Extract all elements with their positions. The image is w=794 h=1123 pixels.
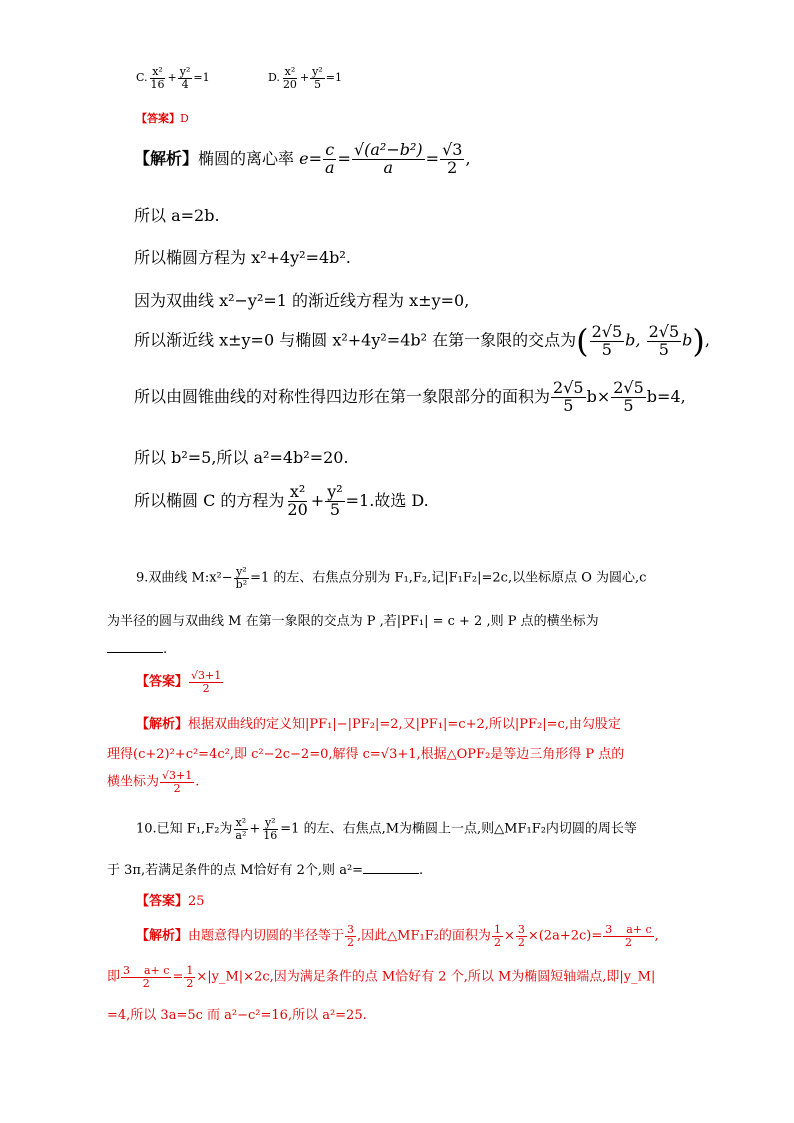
q10-answer: 【答案】25	[136, 894, 205, 909]
q8-solution-line-7: 所以 b²=5,所以 a²=4b²=20.	[134, 448, 349, 467]
q9-stem-line-1: 9.双曲线 M:x²− $\frac{\text{y²}}{\text{b²}}$ =1 的左、右焦点分别为 F₁,F₂,记|F₁F₂|=2c,以坐标原点 O 为圆心,c	[136, 565, 647, 591]
q10-answer-blank	[363, 861, 419, 874]
q9-stem-line-2: 为半径的圆与双曲线 M 在第一象限的交点为 P ,若|PF₁| = c + 2 ,则 P 点的横坐标为	[107, 614, 599, 629]
q9-solution-line-3: 横坐标为 $\frac{√3+1}{2}$ .	[107, 769, 200, 795]
option-c: C. $\frac{\text{x²}}{16}$ + $\frac{\text{y²}}{4}$ =1	[136, 65, 210, 91]
q9-answer-blank	[107, 640, 163, 653]
q8-solution-line-3: 所以椭圆方程为 x²+4y²=4b².	[134, 248, 351, 267]
q8-solution-line-8: 所以椭圆 C 的方程为 $\frac{\text{x²}}{20}$ + $\frac{\text{y²}}{5}$ =1.故选 D.	[134, 482, 429, 519]
q8-answer: 【答案】D	[136, 112, 189, 125]
q8-solution-line-1: 【解析】椭圆的离心率 e= $\frac{c}{a}$ = $\frac{\text{√(a²−b²)}}{a}$ = $\frac{√3}{2}$ ,	[134, 140, 471, 177]
q8-solution-line-4: 因为双曲线 x²−y²=1 的渐近线方程为 x±y=0,	[134, 291, 470, 310]
q10-solution-line-1: 【解析】由题意得内切圆的半径等于 $\frac{3}{2}$ ,因此△MF₁F₂的面积为 $\frac{1}{2}$ × $\frac{3}{2}$ ×(2a+2c)= $\frac{3 a+ c}{2}$ ,	[136, 923, 659, 949]
q10-solution-line-3: =4,所以 3a=5c 而 a²−c²=16,所以 a²=25.	[107, 1008, 367, 1023]
q8-solution-line-5: 所以渐近线 x±y=0 与椭圆 x²+4y²=4b² 在第一象限的交点为( $\frac{2√5}{5}$ b, $\frac{2√5}{5}$ b),	[134, 321, 710, 360]
q8-solution-line-6: 所以由圆锥曲线的对称性得四边形在第一象限部分的面积为 $\frac{2√5}{5}$ b× $\frac{2√5}{5}$ b=4,	[134, 378, 686, 415]
q9-solution-line-2: 理得(c+2)²+c²=4c²,即 c²−2c−2=0,解得 c=√3+1,根据△OPF₂是等边三角形得 P 点的	[107, 747, 625, 762]
option-d: D. $\frac{\text{x²}}{20}$ + $\frac{\text{y²}}{5}$ =1	[268, 65, 342, 91]
q9-answer: 【答案】 $\frac{√3+1}{2}$	[136, 669, 222, 695]
q9-stem-line-3: .	[107, 640, 167, 657]
q10-solution-line-2: 即 $\frac{3 a+ c}{2}$ = $\frac{1}{2}$ ×|y_M|×2c,因为满足条件的点 M恰好有 2 个,所以 M为椭圆短轴端点,即|y_M|	[107, 964, 656, 990]
q8-solution-line-2: 所以 a=2b.	[134, 206, 220, 225]
q9-solution-line-1: 【解析】根据双曲线的定义知|PF₁|−|PF₂|=2,又|PF₁|=c+2,所以|PF₂|=c,由勾股定	[136, 717, 621, 732]
q10-stem-line-2: 于 3π,若满足条件的点 M恰好有 2个,则 a²= .	[107, 863, 424, 878]
q10-stem-line-1: 10.已知 F₁,F₂为 $\frac{\text{x²}}{\text{a²}}$ + $\frac{\text{y²}}{16}$ =1 的左、右焦点,M为椭圆上一点,则△MF₁F₂内切圆的周长等	[136, 816, 637, 842]
